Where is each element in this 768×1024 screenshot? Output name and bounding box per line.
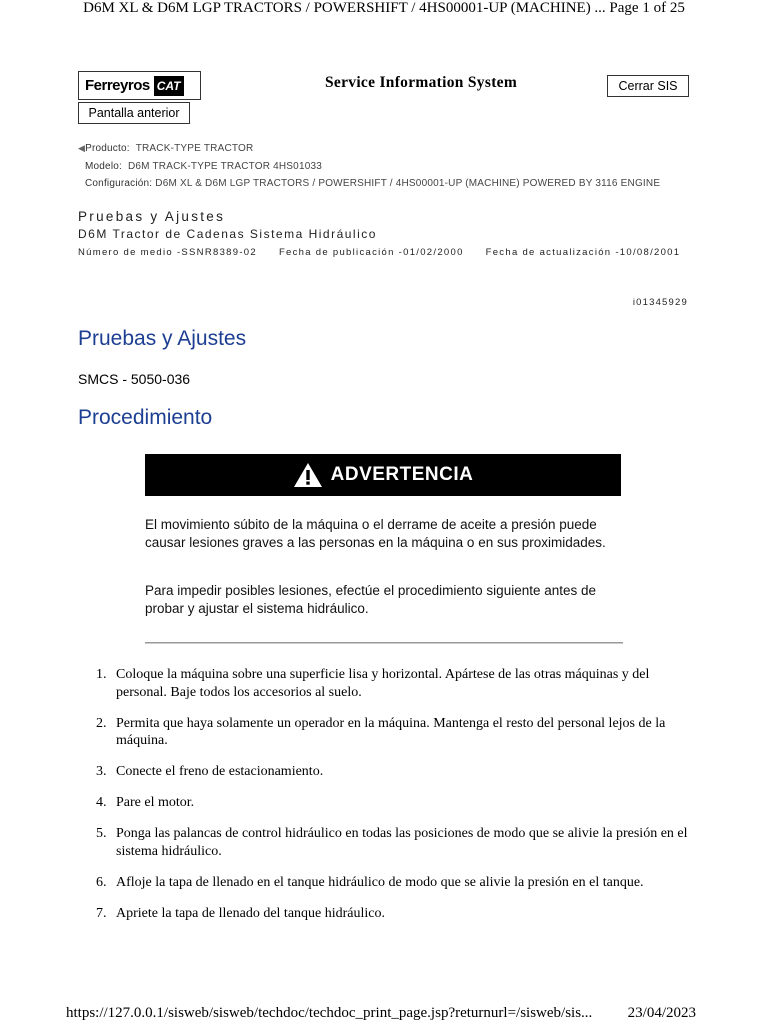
step-item <box>92 715 692 750</box>
producto-value[interactable]: TRACK-TYPE TRACTOR <box>135 143 254 154</box>
warning-banner <box>145 454 621 496</box>
close-sis-button[interactable]: Cerrar SIS <box>607 75 689 97</box>
warning-paragraph-1: El movimiento súbito de la máquina o el derrame de aceite a presión puede causar lesiones graves a las personas en la máquina o en sus proximidades. <box>145 517 606 550</box>
print-footer-url: https://127.0.0.1/sisweb/sisweb/techdoc/techdoc_print_page.jsp?returnurl=/sisweb/sis... <box>66 1005 593 1021</box>
step-item <box>92 874 692 892</box>
ferreyros-cat-logo <box>78 71 201 100</box>
config-label: Configuración: <box>85 178 153 189</box>
step-number: 2. <box>96 715 107 731</box>
modelo-label: Modelo: <box>85 161 122 172</box>
modelo-value[interactable]: D6M TRACK-TYPE TRACTOR 4HS01033 <box>127 161 322 172</box>
step-item <box>92 905 692 923</box>
step-text: Apriete la tapa de llenado del tanque hidráulico. <box>116 905 386 921</box>
step-text: Coloque la máquina sobre una superficie lisa y horizontal. Apártese de las otras máquinas y del personal. Baje todos los accesorios al suelo. <box>116 667 650 700</box>
meta-modelo <box>85 161 322 172</box>
producto-label: Producto: <box>85 143 130 154</box>
procedure-steps <box>92 666 692 936</box>
step-text: Afloje la tapa de llenado en el tanque hidráulico de modo que se alivie la presión en el tanque. <box>116 874 644 890</box>
section-subtitle: D6M Tractor de Cadenas Sistema Hidráulico <box>78 227 377 241</box>
warning-triangle-icon <box>293 462 323 488</box>
step-text: Pare el motor. <box>116 795 195 810</box>
step-text: Permita que haya solamente un operador en la máquina. Mantenga el resto del personal lejos de la máquina. <box>116 715 666 748</box>
step-number: 6. <box>96 874 107 890</box>
previous-screen-button[interactable]: Pantalla anterior <box>78 102 190 124</box>
step-item <box>92 666 692 701</box>
smcs-code: SMCS - 5050-036 <box>78 371 191 387</box>
publication-date: Fecha de publicación -01/02/2000 <box>278 247 464 258</box>
warning-paragraph-2: Para impedir posibles lesiones, efectúe el procedimiento siguiente antes de probar y ajustar el sistema hidráulico. <box>145 583 597 616</box>
print-header: D6M XL & D6M LGP TRACTORS / POWERSHIFT / 4HS00001-UP (MACHINE) ... Page 1 of 25 <box>83 0 685 16</box>
back-arrow-icon: ◀ <box>78 143 86 153</box>
cat-logo-icon: CAT <box>154 76 184 96</box>
warning-divider <box>145 642 623 644</box>
step-number: 3. <box>96 764 107 779</box>
print-footer-date: 23/04/2023 <box>627 1005 696 1021</box>
step-text: Conecte el freno de estacionamiento. <box>116 764 324 779</box>
update-date: Fecha de actualización -10/08/2001 <box>485 247 681 258</box>
meta-configuracion <box>85 178 660 189</box>
step-item <box>92 794 692 812</box>
step-text: Ponga las palancas de control hidráulico en todas las posiciones de modo que se alivie la presión en el sistema hidráulico. <box>116 826 688 859</box>
meta-producto <box>78 143 253 154</box>
step-item <box>92 763 692 781</box>
step-number: 4. <box>96 795 107 810</box>
media-info-line <box>78 247 698 258</box>
warning-label: ADVERTENCIA <box>330 464 474 485</box>
step-number: 7. <box>96 905 107 921</box>
media-number: Número de medio -SSNR8389-02 <box>78 247 257 258</box>
step-number: 1. <box>96 667 107 682</box>
procedure-heading: Procedimiento <box>78 406 213 429</box>
page-title: Pruebas y Ajustes <box>78 327 247 350</box>
step-item <box>92 825 692 860</box>
document-id: i01345929 <box>632 297 688 308</box>
logo-text: Ferreyros <box>85 77 150 94</box>
step-number: 5. <box>96 826 107 841</box>
section-label: Pruebas y Ajustes <box>78 209 226 224</box>
page-app-title: Service Information System <box>325 74 518 91</box>
config-value[interactable]: D6M XL & D6M LGP TRACTORS / POWERSHIFT / 4HS00001-UP (MACHINE) POWERED BY 3116 ENGINE <box>155 178 661 189</box>
